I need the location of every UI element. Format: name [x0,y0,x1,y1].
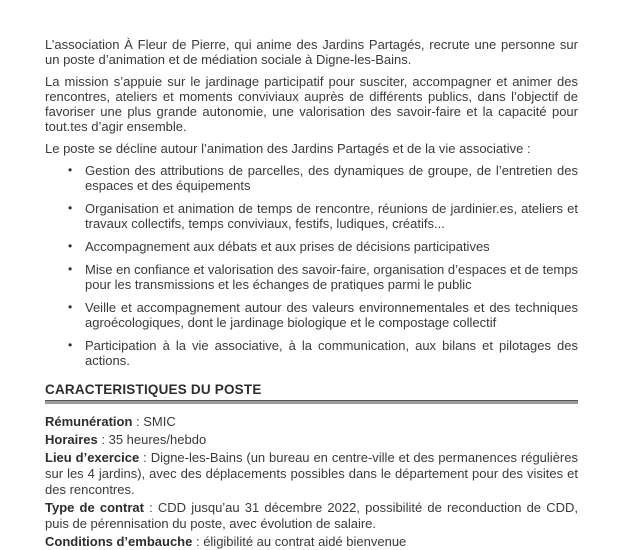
intro-paragraph-1: L’association À Fleur de Pierre, qui anime des Jardins Partagés, recrute une personne sur un poste d’animation et de médiation sociale à Digne-les-Bains. [45,37,578,67]
bullet-icon: • [68,338,73,352]
characteristic-label: Horaires [45,432,98,447]
bullet-item-text: Organisation et animation de temps de rencontre, réunions de jardinier.es, ateliers et travaux collectifs, temps conviviaux, festifs, ludiques, créatifs... [85,201,578,231]
list-item [45,239,578,254]
list-item [45,262,578,292]
list-item [45,338,578,368]
characteristic-value: SMIC [143,414,176,429]
characteristic-label: Lieu d’exercice [45,450,140,465]
characteristic-item-remuneration [45,414,578,430]
bullet-icon: • [68,300,73,314]
label-separator: : [192,534,204,549]
bullet-item-text: Participation à la vie associative, à la communication, aux bilans et pilotages des actions. [85,338,578,368]
bullet-icon: • [68,239,73,253]
list-item [45,163,578,193]
intro-paragraph-2: La mission s’appuie sur le jardinage participatif pour susciter, accompagner et animer des rencontres, ateliers et moments conviviaux auprès de différents publics, dans l’objectif de favoriser une plus grande autonomie, une valorisation des savoir-faire et la capacité pour tout.tes d’agir ensemble. [45,74,578,134]
characteristic-item-contrat [45,500,578,532]
label-separator: : [139,450,151,465]
bullet-item-text: Gestion des attributions de parcelles, des dynamiques de groupe, de l’entretien des espaces et des équipements [85,163,578,193]
characteristic-item-lieu [45,450,578,498]
bullet-icon: • [68,201,73,215]
characteristic-label: Type de contrat [45,500,144,515]
characteristic-value: éligibilité au contrat aidé bienvenue [203,534,407,549]
characteristic-item-embauche [45,534,578,550]
label-separator: : [132,414,144,429]
characteristic-value: Digne-les-Bains (un bureau en centre-ville et des permanences régulières sur les 4 jardins), avec des déplacements possibles dans le département pour des visites et des rencontres. [45,450,578,497]
characteristic-item-horaires [45,432,578,448]
characteristic-label: Rémunération [45,414,133,429]
characteristics-list [45,414,578,550]
section-heading: CARACTERISTIQUES DU POSTE [45,382,262,397]
characteristic-value: CDD jusqu’au 31 décembre 2022, possibilité de reconduction de CDD, puis de pérennisation du poste, avec évolution de salaire. [45,500,578,531]
section-heading-rule [45,400,578,404]
intro-paragraph-3: Le poste se décline autour l’animation des Jardins Partagés et de la vie associative : [45,141,531,156]
list-item [45,300,578,330]
list-item [45,201,578,231]
bullet-item-text: Accompagnement aux débats et aux prises de décisions participatives [85,239,490,254]
mission-bullet-list [45,163,578,368]
bullet-icon: • [68,163,73,177]
characteristic-label: Conditions d’embauche [45,534,193,549]
bullet-icon: • [68,262,73,276]
label-separator: : [143,500,158,515]
bullet-item-text: Mise en confiance et valorisation des savoir-faire, organisation d’espaces et de temps pour les transmissions et les échanges de pratiques parmi le public [85,262,578,292]
label-separator: : [97,432,109,447]
bullet-item-text: Veille et accompagnement autour des valeurs environnementales et des techniques agroécologiques, dont le jardinage biologique et le compostage collectif [85,300,578,330]
characteristic-value: 35 heures/hebdo [108,432,207,447]
